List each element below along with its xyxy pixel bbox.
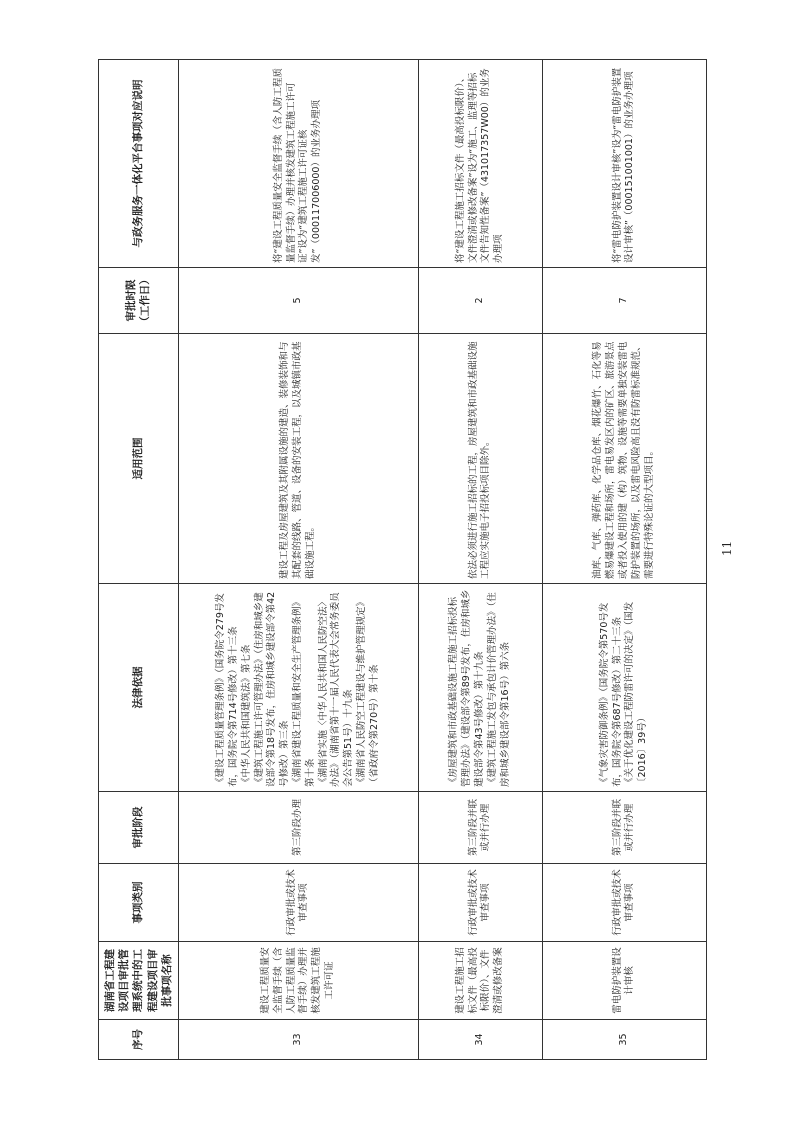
header-basis: 法律依据 (99, 584, 179, 792)
basis-line: 《湖南省人民防空工程建设与维护管理规定》（省政府令第270号）第十条 (356, 596, 380, 787)
header-category: 事项类别 (99, 864, 179, 942)
basis-line: 《建筑工程施工许可管理办法》（住房和城乡建设部令第18号发布，住房和城乡建设部令第42号修改）第三条 (253, 591, 291, 787)
row-mapping: 将“雷电防护装置设计审核”设为“雷电防护装置设计审核”（000151001001）的业务办理项 (542, 60, 706, 268)
row-basis (418, 584, 542, 792)
header-time: 审批时限（工作日） (99, 268, 179, 334)
row-time: 5 (178, 268, 418, 334)
row-time: 7 (542, 268, 706, 334)
row-scope: 建设工程及房屋建筑及其附属设施的建造、装修装饰和与其配套的线路、管道、设备的安装工程，以及城镇市政基础设施工程。 (178, 334, 418, 584)
basis-line: 《湖南省建设工程质量和安全生产管理条例》第十条 (291, 596, 316, 787)
row-name: 建设工程施工招标文件（最高投标限价）、文件澄清或修改备案 (418, 942, 542, 1020)
row-no: 33 (178, 1020, 418, 1060)
row-basis (542, 584, 706, 792)
basis-line: 《建设工程质量管理条例》（国务院令279号发布，国务院令第714号修改）第十三条 (215, 593, 239, 787)
approval-items-table (98, 59, 707, 1060)
row-time: 2 (418, 268, 542, 334)
table-row (178, 60, 418, 1060)
table-row (542, 60, 706, 1060)
row-category: 行政审批或技术审查事项 (178, 864, 418, 942)
header-stage: 审批阶段 (99, 792, 179, 864)
table-header-row (99, 60, 179, 1060)
row-scope: 油库、气库、弹药库、化学品仓库、烟花爆竹、石化等易燃易爆建设工程和场所，雷电易发区内的矿区、旅游景点或者投入使用的建（构）筑物、设施等需要单独安装雷电防护装置的场所，以及雷电风险高且没有防雷标准规范、需要进行特殊论证的大型项目。 (542, 334, 706, 584)
row-category: 行政审批或技术审查事项 (542, 864, 706, 942)
table-row (418, 60, 542, 1060)
header-mapping: 与政务服务一体化平台事项对应说明 (99, 60, 179, 268)
row-mapping: 将“建设工程施工招标文件（最高投标限价）、文件澄清或修改备案”设为“施工、监理等招标文件告知性备案”（431017357W00）的业务办理项 (418, 60, 542, 268)
row-basis (178, 584, 418, 792)
header-scope: 适用范围 (99, 334, 179, 584)
rotated-table-container (98, 60, 698, 1060)
row-stage: 第三阶段并联或并行办理 (418, 792, 542, 864)
basis-line: 《中华人民共和国建筑法》第七条 (240, 644, 252, 787)
header-name: 湖南省工程建设项目审批管理系统中的工程建设项目审批事项名称 (99, 942, 179, 1020)
row-name: 建设工程质量安全监督手续（含人防工程质量监督手续）办理并核发建筑工程施工许可证 (178, 942, 418, 1020)
basis-line: 《建筑工程施工发包与承包计价管理办法》（住房和城乡建设部令第16号）第六条 (486, 592, 511, 787)
row-category: 行政审批或技术审查事项 (418, 864, 542, 942)
row-scope: 依法必须进行施工招标的工程，房屋建筑和市政基础设施工程应实施电子招投标项目除外。 (418, 334, 542, 584)
row-mapping: 将“建设工程质量安全监督手续（含人防工程质量监督手续）办理并核发建筑工程施工许可证”设为“建筑工程施工许可证核发”（000117006000）的业务办理项 (178, 60, 418, 268)
basis-line: 《气象灾害防御条例》（国务院令第570号发布，国务院令第687号修改）第二十三条 (598, 602, 623, 787)
basis-line: 《房屋建筑和市政基础设施工程施工招标投标管理办法》（建设部令第89号发布，住房和城乡建设部令第43号修改）第十九条 (448, 589, 485, 787)
row-stage: 第三阶段并联或并行办理 (542, 792, 706, 864)
row-no: 35 (542, 1020, 706, 1060)
row-name: 雷电防护装置设计审核 (542, 942, 706, 1020)
page-number: 11 (720, 540, 734, 556)
basis-line: 《关于优化建设工程防雷许可的决定》（国发〔2016〕39号） (624, 601, 649, 787)
basis-line: 《湖南省实施〈中华人民共和国人民防空法〉办法》（湖南省第十一届人民代表大会常务委员会公告第51号）十九条 (317, 592, 355, 787)
row-no: 34 (418, 1020, 542, 1060)
header-no: 序号 (99, 1020, 179, 1060)
row-stage: 第三阶段办理 (178, 792, 418, 864)
